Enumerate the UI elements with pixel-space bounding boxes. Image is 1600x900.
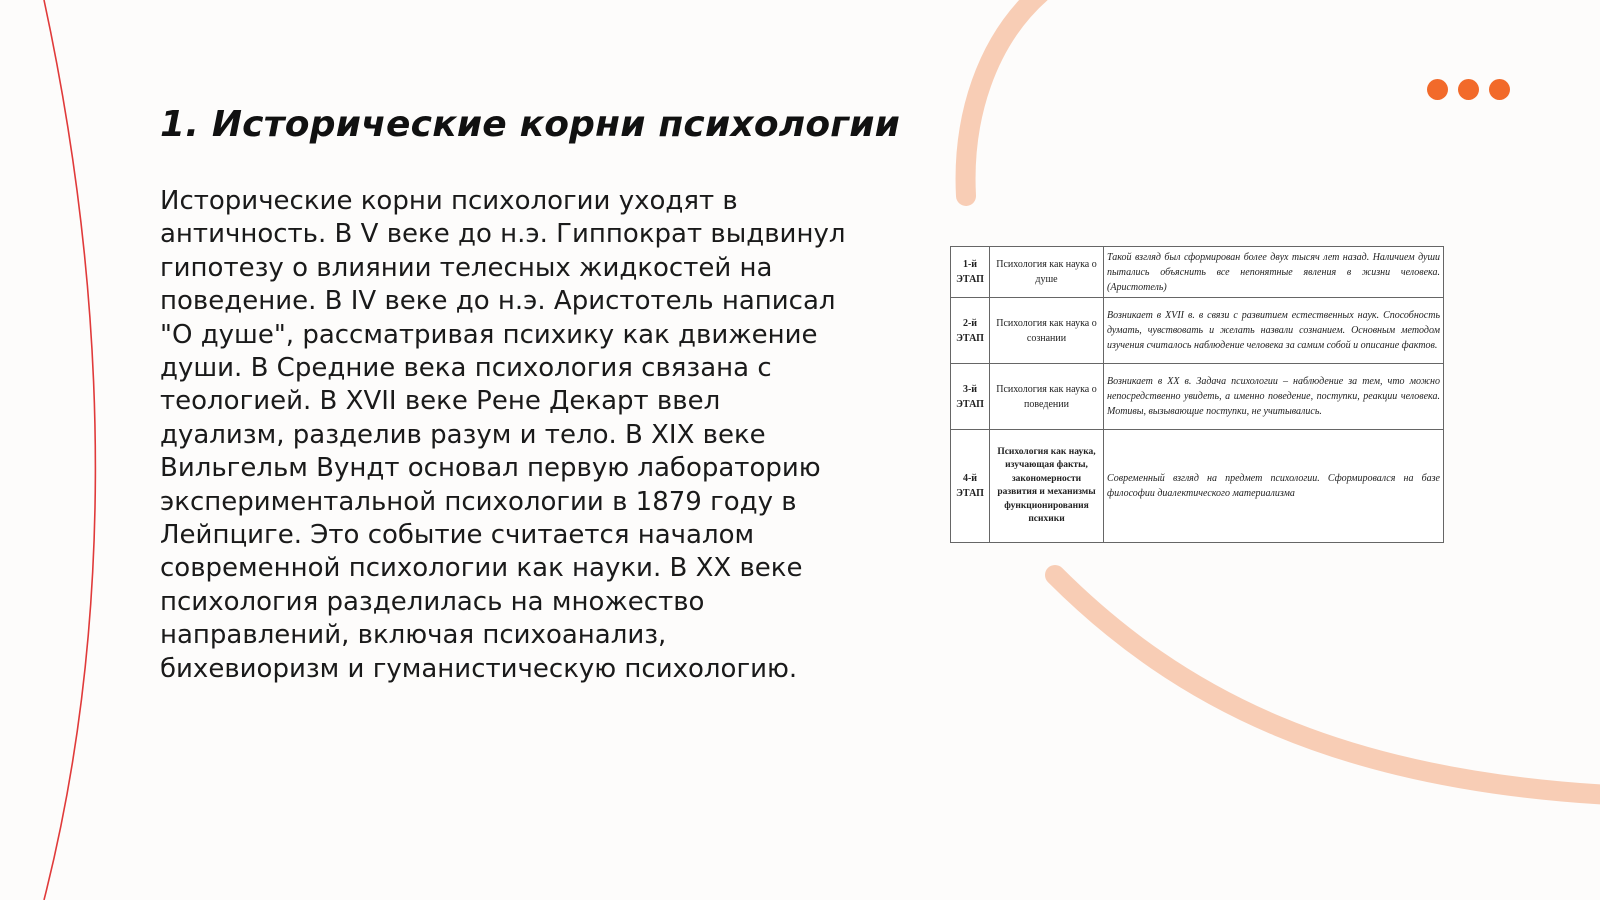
- stage-cell: 1-й ЭТАП: [951, 247, 990, 298]
- orange-arc-top: [966, 0, 1044, 196]
- slide-title: 1. Исторические корни психологии: [160, 104, 901, 145]
- stage-description-cell: Современный взгляд на предмет психологии. Сформировался на базе философии диалектического материализма: [1104, 430, 1444, 543]
- psychology-stages-table-image: [950, 246, 1444, 543]
- stage-name-cell: Психология как наука о поведении: [990, 364, 1104, 430]
- stage-description-cell: Возникает в XVII в. в связи с развитием естественных наук. Способность думать, чувствовать и желать назвали сознанием. Основным методом изучения считалось наблюдение человека за самим собой и описание фактов.: [1104, 298, 1444, 364]
- red-curve-line: [44, 0, 95, 900]
- dot-icon: [1427, 79, 1448, 100]
- stage-cell: 2-й ЭТАП: [951, 298, 990, 364]
- orange-arc-bottom: [1055, 575, 1600, 795]
- table-row: [951, 298, 1444, 364]
- dot-icon: [1489, 79, 1510, 100]
- stage-cell: 3-й ЭТАП: [951, 364, 990, 430]
- table-row: [951, 364, 1444, 430]
- table-row: [951, 430, 1444, 543]
- dots-ornament: [1427, 79, 1510, 100]
- stage-name-cell: Психология как наука о сознании: [990, 298, 1104, 364]
- stage-description-cell: Возникает в XX в. Задача психологии – наблюдение за тем, что можно непосредственно увидеть, а именно поведение, поступки, реакции человека. Мотивы, вызывающие поступки, не учитывались.: [1104, 364, 1444, 430]
- stage-cell: 4-й ЭТАП: [951, 430, 990, 543]
- dot-icon: [1458, 79, 1479, 100]
- slide-body-text: Исторические корни психологии уходят в античность. В V веке до н.э. Гиппократ выдвинул гипотезу о влиянии телесных жидкостей на поведение. В IV веке до н.э. Аристотель написал "О душе", рассматривая психику как движение души. В Средние века психология связана с теологией. В XVII веке Рене Декарт ввел дуализм, разделив разум и тело. В XIX веке Вильгельм Вундт основал первую лабораторию экспериментальной психологии в 1879 году в Лейпциге. Это событие считается началом современной психологии как науки. В XX веке психология разделилась на множество направлений, включая психоанализ, бихевиоризм и гуманистическую психологию.: [160, 186, 846, 684]
- stage-name-cell: Психология как наука о душе: [990, 247, 1104, 298]
- stage-name-cell: Психология как наука, изучающая факты, закономерности развития и механизмы функционирования психики: [990, 430, 1104, 543]
- table-row: [951, 247, 1444, 298]
- stage-description-cell: Такой взгляд был сформирован более двух тысяч лет назад. Наличием души пытались объяснить все непонятные явления в жизни человека. (Аристотель): [1104, 247, 1444, 298]
- stages-table: [950, 246, 1444, 543]
